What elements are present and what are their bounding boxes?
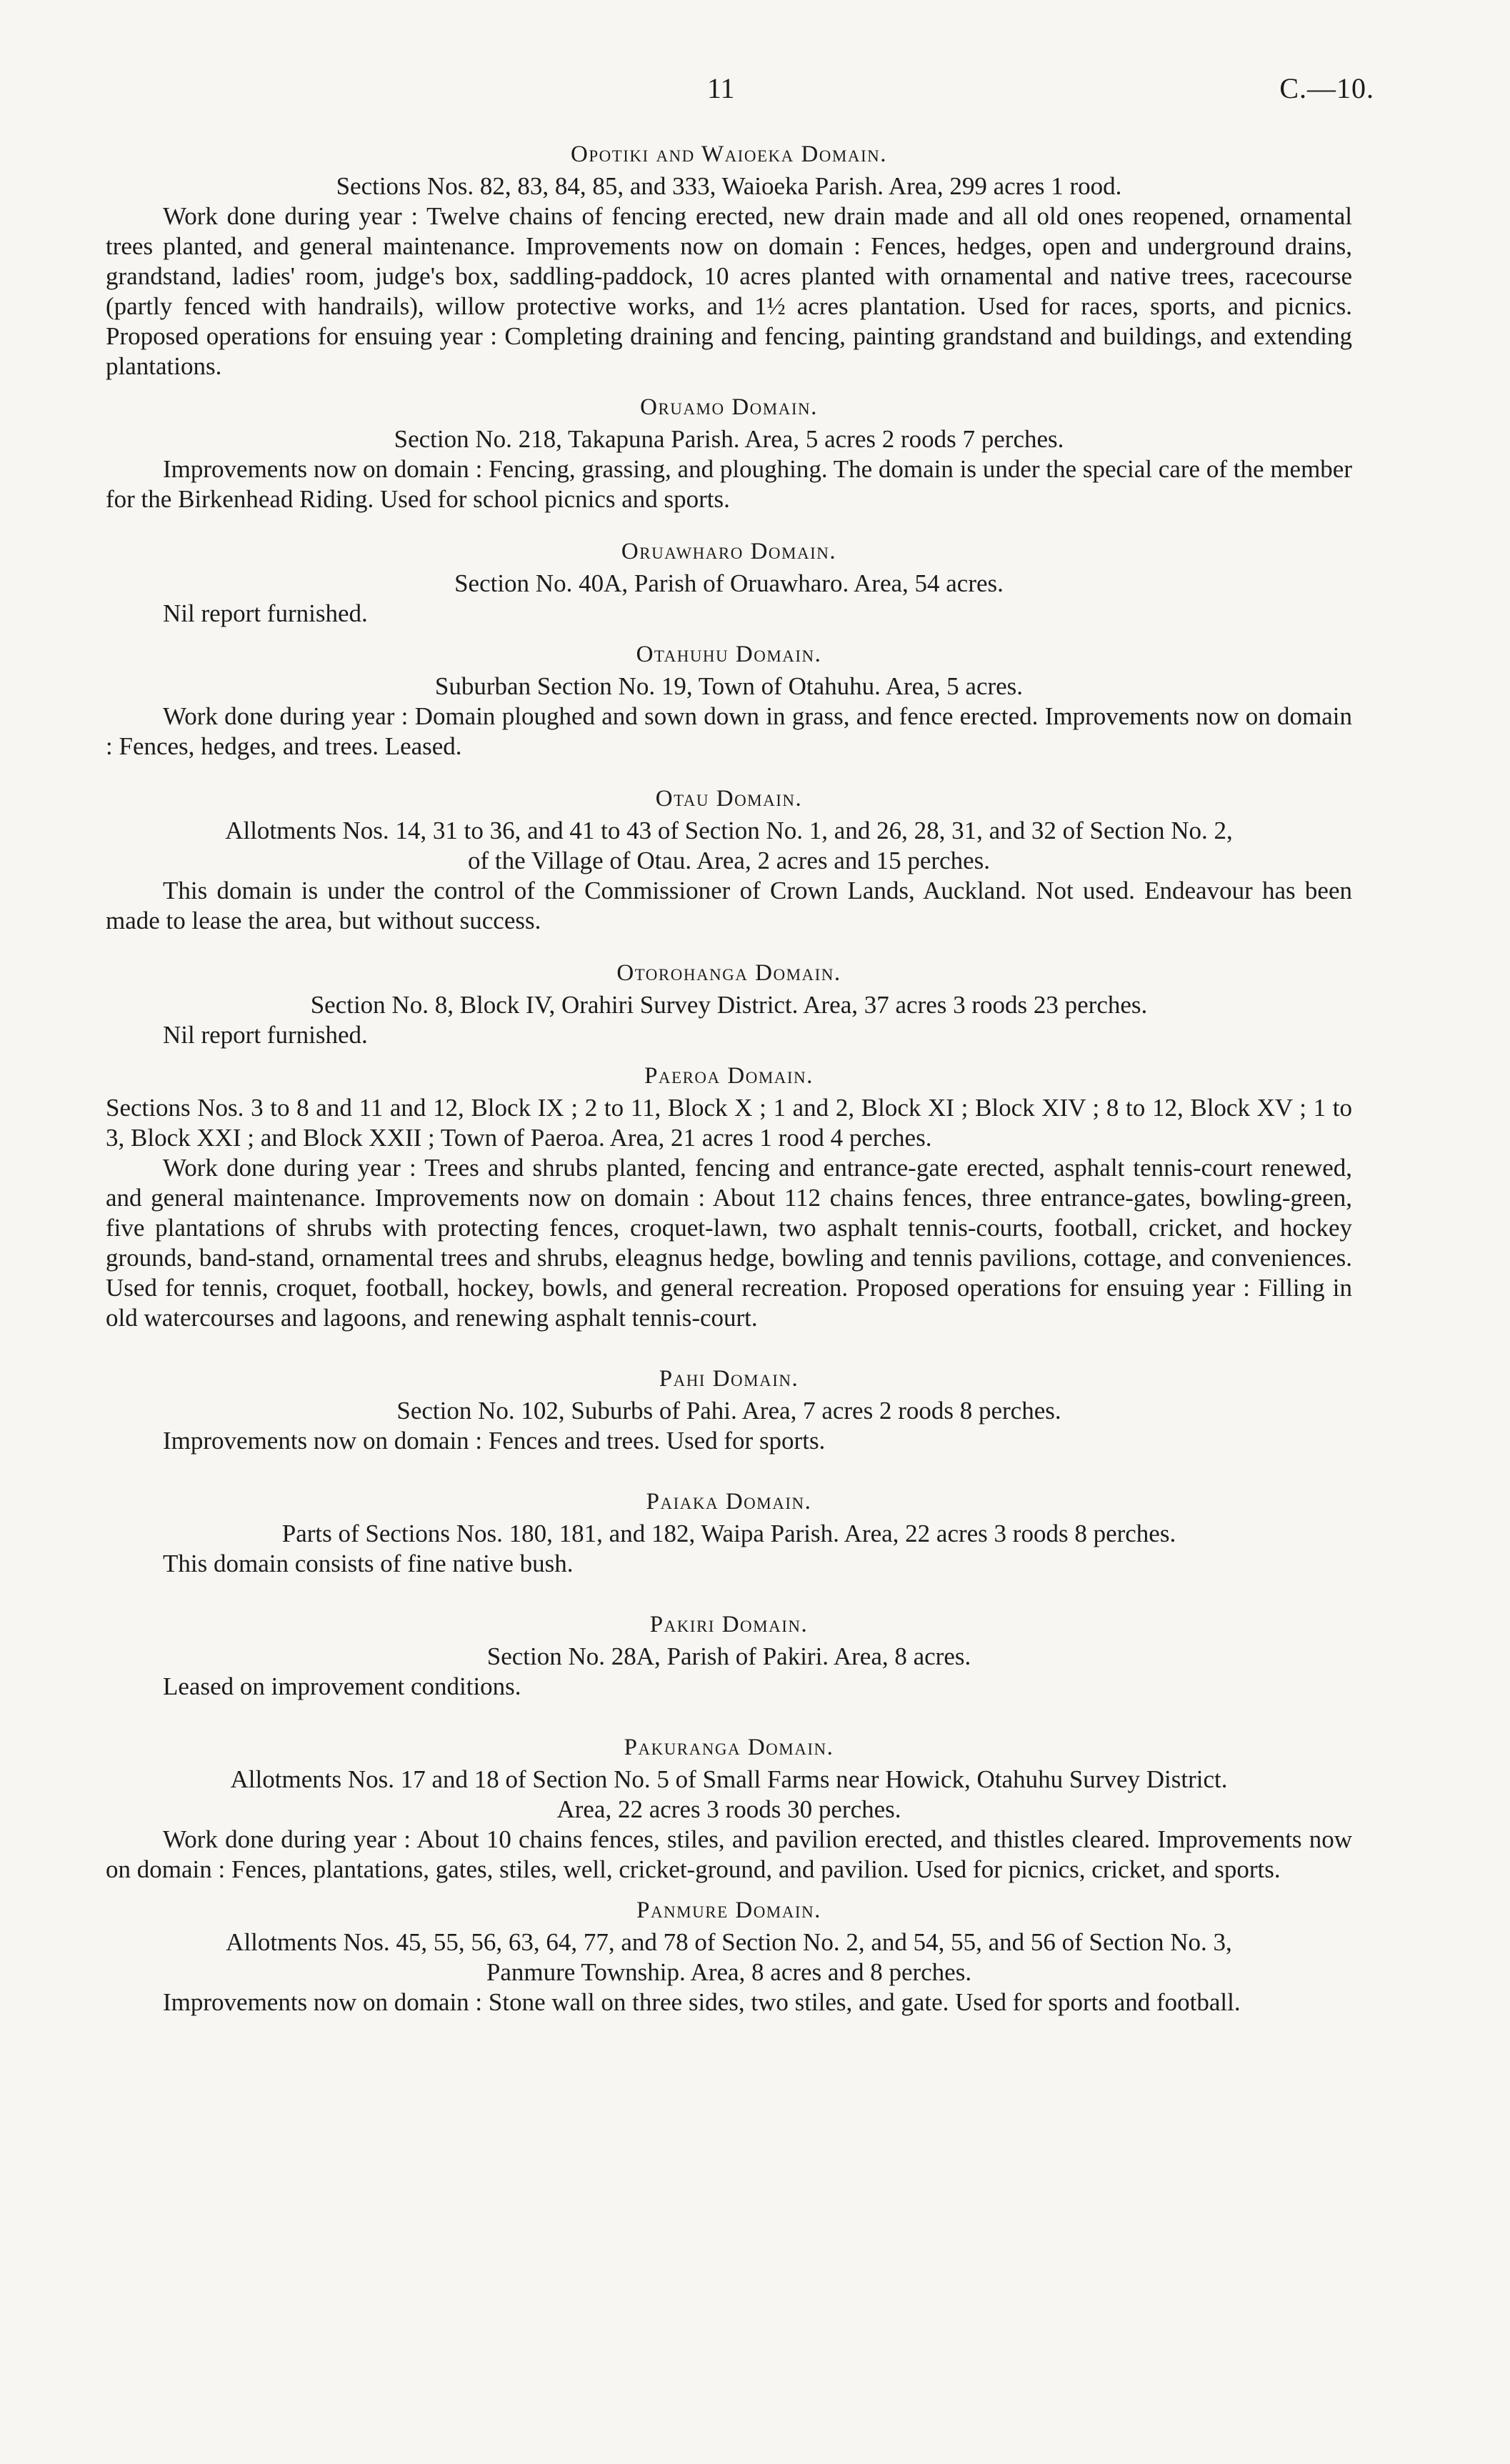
- domain-report: Nil report furnished.: [163, 1021, 368, 1049]
- page-body: [106, 140, 1352, 2017]
- domain-panmure: [106, 1896, 1352, 2017]
- domain-description: Suburban Section No. 19, Town of Otahuhu. Area, 5 acres.: [434, 672, 1024, 700]
- domain-description: Sections Nos. 82, 83, 84, 85, and 333, Waioeka Parish. Area, 299 acres 1 rood.: [336, 172, 1122, 200]
- domain-pakiri: [106, 1610, 1352, 1702]
- domain-opotiki-waioeka: [106, 140, 1352, 381]
- domain-description: Section No. 8, Block IV, Orahiri Survey District. Area, 37 acres 3 roods 23 perches.: [310, 991, 1148, 1019]
- domain-report: Nil report furnished.: [163, 599, 368, 627]
- domain-otahuhu: [106, 640, 1352, 762]
- domain-pakuranga: [106, 1733, 1352, 1885]
- domain-heading: Opotiki and Waioeka Domain.: [570, 141, 887, 167]
- domain-report: Improvements now on domain : Fencing, grassing, and ploughing. The domain is under the special care of the member for the Birkenhead Riding. Used for school picnics and sports.: [106, 455, 1352, 513]
- domain-description-line: Area, 22 acres 3 roods 30 perches.: [556, 1795, 901, 1823]
- domain-heading: Pakiri Domain.: [649, 1612, 809, 1637]
- domain-report: Improvements now on domain : Stone wall on three sides, two stiles, and gate. Used for sports and football.: [163, 1988, 1241, 2016]
- domain-heading: Pakuranga Domain.: [624, 1735, 834, 1760]
- domain-paiaka: [106, 1487, 1352, 1579]
- domain-report: Work done during year : Domain ploughed and sown down in grass, and fence erected. Improvements now on domain : Fences, hedges, and trees. Leased.: [106, 702, 1352, 760]
- domain-report: Leased on improvement conditions.: [163, 1672, 521, 1700]
- domain-description: Section No. 40A, Parish of Oruawharo. Area, 54 acres.: [454, 569, 1004, 597]
- domain-heading: Otorohanga Domain.: [616, 960, 841, 986]
- domain-description-line: Allotments Nos. 14, 31 to 36, and 41 to 43 of Section No. 1, and 26, 28, 31, and 32 of Section No. 2,: [225, 817, 1233, 844]
- domain-description-line: Allotments Nos. 17 and 18 of Section No. 5 of Small Farms near Howick, Otahuhu Survey District.: [230, 1765, 1228, 1793]
- domain-report: Work done during year : About 10 chains fences, stiles, and pavilion erected, and thistles cleared. Improvements now on domain : Fences, plantations, gates, stiles, well, cricket-ground, and pavilion. Used for picnics, cricket, and sports.: [106, 1825, 1352, 1883]
- domain-heading: Oruamo Domain.: [640, 394, 818, 420]
- domain-heading: Otau Domain.: [655, 786, 803, 812]
- domain-heading: Paeroa Domain.: [644, 1063, 814, 1089]
- domain-otau: [106, 784, 1352, 936]
- domain-report: This domain consists of fine native bush.: [163, 1550, 574, 1577]
- domain-oruamo: [106, 393, 1352, 514]
- domain-pahi: [106, 1365, 1352, 1456]
- domain-otorohanga: [106, 959, 1352, 1050]
- page-number: 11: [707, 72, 735, 104]
- domain-description: Section No. 28A, Parish of Pakiri. Area, 8 acres.: [486, 1642, 971, 1670]
- page-header: [0, 71, 1510, 114]
- domain-description-line: Panmure Township. Area, 8 acres and 8 perches.: [486, 1958, 972, 1986]
- domain-heading: Paiaka Domain.: [646, 1489, 812, 1515]
- domain-heading: Pahi Domain.: [659, 1366, 799, 1392]
- domain-report: Work done during year : Trees and shrubs planted, fencing and entrance-gate erected, asphalt tennis-court renewed, and general maintenance. Improvements now on domain : About 112 chains fences, three entrance-gates, bowling-green, five plantations of shrubs with protecting fences, croquet-lawn, two asphalt tennis-courts, football, cricket, and hockey grounds, band-stand, ornamental trees and shrubs, eleagnus hedge, bowling and tennis pavilions, cottage, and conveniences. Used for tennis, croquet, football, hockey, bowls, and general recreation. Proposed operations for ensuing year : Filling in old watercourses and lagoons, and renewing asphalt tennis-court.: [106, 1154, 1352, 1332]
- document-reference: C.—10.: [1279, 72, 1374, 104]
- domain-report: Improvements now on domain : Fences and trees. Used for sports.: [163, 1427, 826, 1455]
- domain-report: This domain is under the control of the Commissioner of Crown Lands, Auckland. Not used. Endeavour has been made to lease the area, but without success.: [106, 877, 1352, 934]
- domain-heading: Otahuhu Domain.: [636, 642, 822, 667]
- domain-heading: Panmure Domain.: [636, 1897, 821, 1923]
- domain-paeroa: [106, 1062, 1352, 1333]
- domain-report: Work done during year : Twelve chains of fencing erected, new drain made and all old ones reopened, ornamental trees planted, and general maintenance. Improvements now on domain : Fences, hedges, open and underground drains, grandstand, ladies' room, judge's box, saddling-paddock, 10 acres planted with ornamental and native trees, racecourse (partly fenced with handrails), willow protective works, and 1½ acres plantation. Used for races, sports, and picnics. Proposed operations for ensuing year : Completing draining and fencing, painting grandstand and buildings, and extending plantations.: [106, 202, 1352, 380]
- domain-heading: Oruawharo Domain.: [621, 539, 837, 564]
- domain-oruawharo: [106, 537, 1352, 629]
- domain-description: Parts of Sections Nos. 180, 181, and 182, Waipa Parish. Area, 22 acres 3 roods 8 perches.: [281, 1520, 1176, 1547]
- domain-description-line: Allotments Nos. 45, 55, 56, 63, 64, 77, and 78 of Section No. 2, and 54, 55, and 56 of Section No. 3,: [226, 1928, 1232, 1956]
- domain-description: Section No. 102, Suburbs of Pahi. Area, 7 acres 2 roods 8 perches.: [396, 1397, 1061, 1425]
- domain-description: Sections Nos. 3 to 8 and 11 and 12, Block IX ; 2 to 11, Block X ; 1 and 2, Block XI ; Block XIV ; 8 to 12, Block XV ; 1 to 3, Block XXI ; and Block XXII ; Town of Paeroa. Area, 21 acres 1 rood 4 perches.: [106, 1094, 1352, 1152]
- domain-description: Section No. 218, Takapuna Parish. Area, 5 acres 2 roods 7 perches.: [394, 425, 1064, 453]
- domain-description-line: of the Village of Otau. Area, 2 acres and 15 perches.: [467, 847, 990, 874]
